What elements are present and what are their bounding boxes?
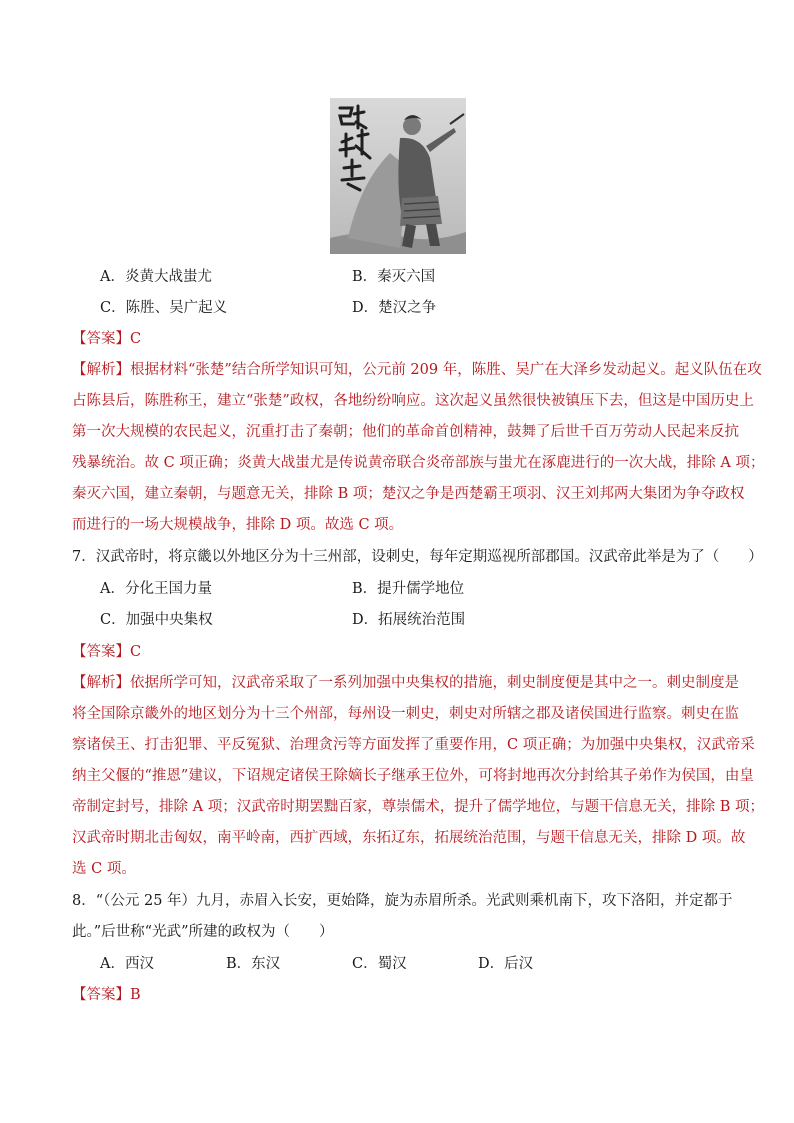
q6-option-b: B．秦灭六国 <box>352 269 436 285</box>
q6-answer <box>72 330 141 348</box>
q7-option-c: C．加强中央集权 <box>100 612 213 628</box>
q8-stem-line-1: 8．“（公元 25 年）九月，赤眉入长安，更始降，旋为赤眉所杀。光武则乘机南下，攻下洛阳，并定都于 <box>72 893 733 909</box>
q6-answer-value: C <box>130 331 142 347</box>
q6-analysis-line-1: 【解析】根据材料“张楚”结合所学知识可知，公元前 209 年，陈胜、吴广在大泽乡发动起义。起义队伍在攻 <box>72 362 762 378</box>
q7-option-b: B．提升儒学地位 <box>352 581 465 597</box>
q7-analysis-label: 【解析】 <box>72 675 130 691</box>
warrior-figure-image <box>330 98 466 254</box>
q6-option-c: C．陈胜、吴广起义 <box>100 300 228 316</box>
q7-answer <box>72 643 141 661</box>
q8-option-c: C．蜀汉 <box>352 956 407 972</box>
q8-option-d: D．后汉 <box>478 956 534 972</box>
q6-analysis-line-4: 残暴统治。故 C 项正确；炎黄大战蚩尤是传说黄帝联合炎帝部族与蚩尤在涿鹿进行的一次大战，排除 A 项； <box>72 455 765 471</box>
q6-option-d: D．楚汉之争 <box>352 300 437 316</box>
q6-option-a: A．炎黄大战蚩尤 <box>100 269 212 285</box>
q8-stem-line-2: 此。”后世称“光武”所建的政权为（ ） <box>72 924 334 940</box>
q8-option-b: B．东汉 <box>226 956 281 972</box>
q7-stem: 7．汉武帝时，将京畿以外地区分为十三州部，设刺史，每年定期巡视所部郡国。汉武帝此举是为了（ ） <box>72 549 763 565</box>
q7-analysis-line-5: 帝制定封号，排除 A 项；汉武帝时期罢黜百家，尊崇儒术，提升了儒学地位，与题干信息无关，排除 B 项； <box>72 799 765 815</box>
q7-analysis-line-7: 选 C 项。 <box>72 861 136 877</box>
q7-analysis-line-2: 将全国除京畿外的地区划分为十三个州部，每州设一刺史，刺史对所辖之郡及诸侯国进行监察。刺史在监 <box>72 706 739 722</box>
q7-analysis-line-4: 纳主父偃的“推恩”建议，下诏规定诸侯王除嫡长子继承王位外，可将封地再次分封给其子弟作为侯国，由皇 <box>72 768 754 784</box>
q7-analysis-line-1: 【解析】依据所学可知，汉武帝采取了一系列加强中央集权的措施，刺史制度便是其中之一。刺史制度是 <box>72 675 739 691</box>
q7-answer-value: C <box>130 644 142 660</box>
q6-answer-label: 【答案】 <box>72 331 130 347</box>
q6-analysis-line-5: 秦灭六国，建立秦朝，与题意无关，排除 B 项；楚汉之争是西楚霸王项羽、汉王刘邦两大集团为争夺政权 <box>72 486 745 502</box>
q8-answer <box>72 986 141 1004</box>
q7-analysis-line-3: 察诸侯王、打击犯罪、平反冤狱、治理贪污等方面发挥了重要作用，C 项正确；为加强中央集权，汉武帝采 <box>72 737 755 753</box>
q7-option-d: D．拓展统治范围 <box>352 612 466 628</box>
q8-answer-label: 【答案】 <box>72 987 130 1003</box>
q6-analysis-line-3: 第一次大规模的农民起义，沉重打击了秦朝；他们的革命首创精神，鼓舞了后世千百万劳动人民起来反抗 <box>72 424 739 440</box>
q6-analysis-label: 【解析】 <box>72 362 130 378</box>
q8-answer-value: B <box>130 987 141 1003</box>
q7-analysis-line-6: 汉武帝时期北击匈奴，南平岭南，西扩西域，东拓辽东，拓展统治范围，与题干信息无关，排除 D 项。故 <box>72 830 746 846</box>
q6-analysis-line-2: 占陈县后，陈胜称王，建立“张楚”政权，各地纷纷响应。这次起义虽然很快被镇压下去，但这是中国历史上 <box>72 393 754 409</box>
q6-analysis-line-6: 而进行的一场大规模战争，排除 D 项。故选 C 项。 <box>72 517 404 533</box>
q8-option-a: A．西汉 <box>100 956 154 972</box>
q7-option-a: A．分化王国力量 <box>100 581 212 597</box>
q7-answer-label: 【答案】 <box>72 644 130 660</box>
zhangchu-illustration <box>330 98 466 254</box>
